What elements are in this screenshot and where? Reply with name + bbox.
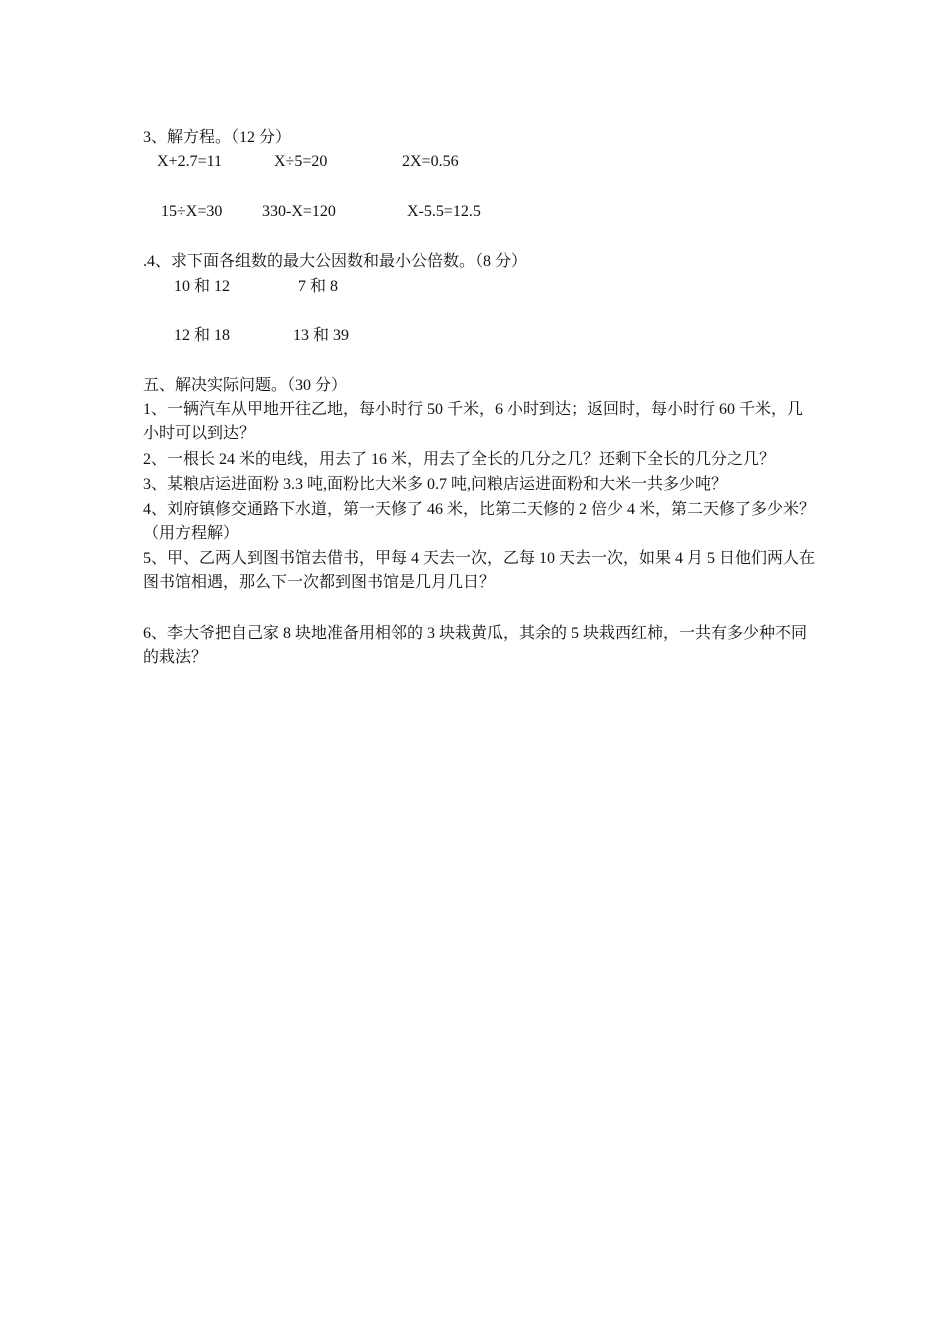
- equation-3: 2X=0.56: [402, 153, 459, 170]
- number-pair-2: 7 和 8: [298, 278, 339, 295]
- problem-5: 5、甲、乙两人到图书馆去借书，甲每 4 天去一次，乙每 10 天去一次，如果 4 月 5 日他们两人在图书馆相遇，那么下一次都到图书馆是几月几日？: [143, 550, 816, 591]
- equation-2: X÷5=20: [274, 153, 328, 170]
- problem-1: 1、一辆汽车从甲地开往乙地，每小时行 50 千米，6 小时到达；返回时，每小时行 60 千米，几小时可以到达？: [143, 401, 804, 442]
- problem-4: 4、刘府镇修交通路下水道，第一天修了 46 米，比第二天修的 2 倍少 4 米，第二天修了多少米？（用方程解）: [143, 501, 816, 542]
- number-pair-4: 13 和 39: [293, 327, 350, 344]
- number-pair-1: 10 和 12: [174, 278, 231, 295]
- equation-1: X+2.7=11: [157, 153, 223, 170]
- section5-heading: 五、解决实际问题。（30 分）: [143, 377, 348, 394]
- problem-2: 2、一根长 24 米的电线，用去了 16 米，用去了全长的几分之几？还剩下全长的几分之几？: [143, 451, 776, 468]
- section3-heading: 3、解方程。（12 分）: [143, 129, 292, 146]
- equation-6: X-5.5=12.5: [407, 203, 481, 220]
- section4-heading: .4、求下面各组数的最大公因数和最小公倍数。（8 分）: [143, 253, 528, 270]
- number-pair-3: 12 和 18: [174, 327, 231, 344]
- problem-3: 3、某粮店运进面粉 3.3 吨,面粉比大米多 0.7 吨,问粮店运进面粉和大米一共多少吨？: [143, 476, 728, 493]
- equation-5: 330-X=120: [262, 203, 336, 220]
- equation-4: 15÷X=30: [161, 203, 223, 220]
- problem-6: 6、李大爷把自己家 8 块地准备用相邻的 3 块栽黄瓜，其余的 5 块栽西红柿，一共有多少种不同的栽法？: [143, 625, 808, 666]
